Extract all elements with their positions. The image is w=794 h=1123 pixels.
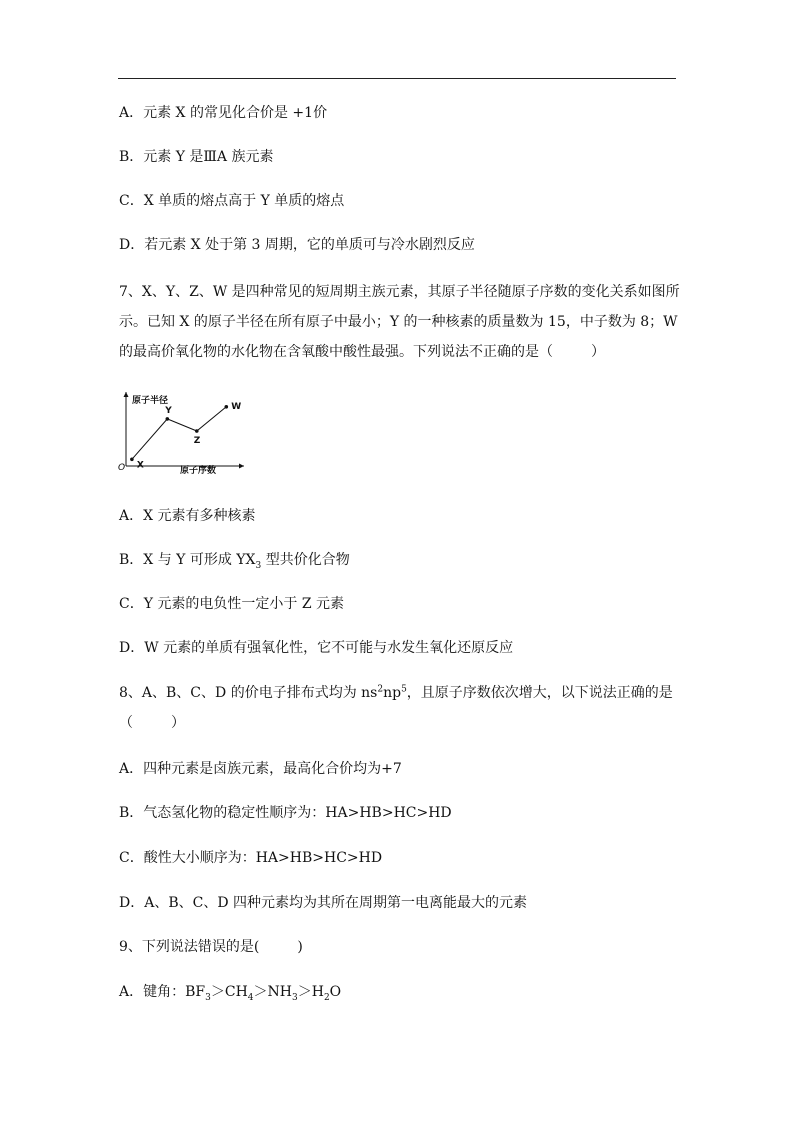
q8-option-b: B．气态氢化物的稳定性顺序为：HA>HB>HC>HD (119, 805, 452, 821)
point-label-W: W (231, 401, 242, 412)
q9-option-a: A．键角：$BF_3>CH_4>NH_3>H_2O$ (119, 984, 342, 1003)
q8-option-d: D．A、B、C、D 四种元素均为其所在周期第一电离能最大的元素 (119, 895, 528, 911)
atomic-radius-chart (112, 388, 252, 478)
y-axis-arrow (124, 392, 129, 397)
chart-series-line (132, 407, 226, 459)
q6-option-c: C．X 单质的熔点高于 Y 单质的熔点 (119, 193, 345, 209)
q8-option-a: A．四种元素是卤族元素，最高化合价均为+7 (119, 761, 402, 777)
point-label-Y: Y (165, 405, 172, 416)
point-W (225, 405, 229, 409)
q7-option-a: A．X 元素有多种核素 (119, 508, 256, 524)
point-label-X: X (136, 460, 144, 471)
q7-stem-line2: 示。已知 X 的原子半径在所有原子中最小；Y 的一种核素的质量数为 15，中子数为 8；W (119, 314, 678, 330)
chart-y-label: 原子半径 (132, 396, 169, 406)
chart-origin-label: O (118, 463, 126, 473)
q8-option-c: C．酸性大小顺序为：HA>HB>HC>HD (119, 850, 383, 866)
point-X (130, 457, 134, 461)
q7-option-d: D．W 元素的单质有强氧化性，它不可能与水发生氧化还原反应 (119, 640, 514, 656)
point-Y (166, 417, 170, 421)
q6-option-a: A．元素 X 的常见化合价是 +1价 (119, 105, 328, 121)
q8-stem-line1: 8、A、B、C、D 的价电子排布式均为 $ns^2np^5$，且原子序数依次增大，以下说法正确的是 (119, 684, 673, 701)
q6-option-b: B．元素 Y 是ⅢA 族元素 (119, 149, 274, 165)
point-label-Z: Z (193, 436, 201, 447)
chart-x-label: 原子序数 (180, 466, 217, 476)
q7-stem-line1: 7、X、Y、Z、W 是四种常见的短周期主族元素，其原子半径随原子序数的变化关系如图所 (119, 284, 680, 300)
x-axis-arrow (239, 464, 244, 469)
point-Z (195, 429, 199, 433)
chart-points (130, 402, 241, 470)
q9-stem: 9、下列说法错误的是( ) (119, 939, 303, 955)
q8-stem-line2: （ ） (119, 715, 185, 731)
q6-option-d: D．若元素 X 处于第 3 周期，它的单质可与冷水剧烈反应 (119, 237, 475, 253)
header-rule (118, 78, 676, 79)
q7-option-c: C．Y 元素的电负性一定小于 Z 元素 (119, 596, 345, 612)
q7-option-b: B．X 与 Y 可形成 $YX_3$ 型共价化合物 (119, 552, 350, 571)
q7-stem-line3: 的最高价氧化物的水化物在含氧酸中酸性最强。下列说法不正确的是（ ） (119, 344, 605, 360)
